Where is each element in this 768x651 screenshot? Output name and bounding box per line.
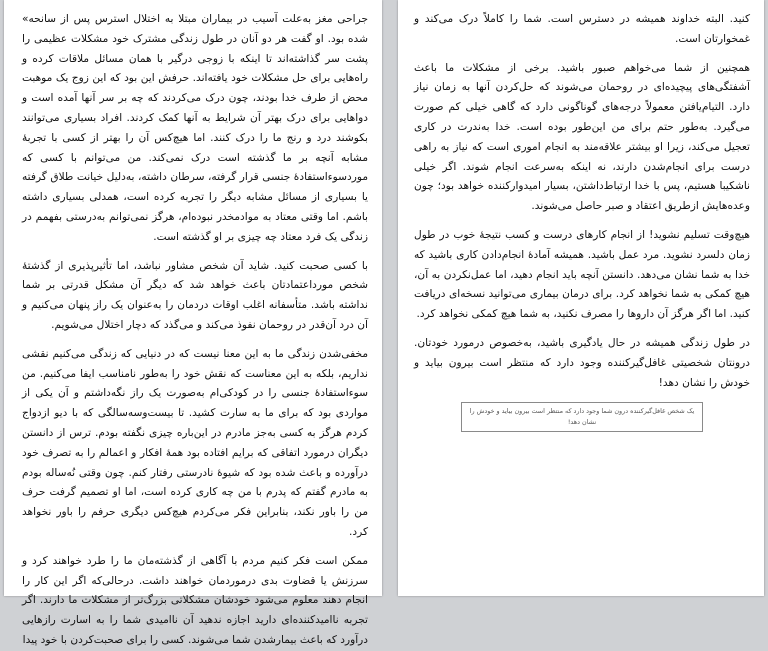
left-page-text <box>22 10 368 651</box>
right-paragraph-2: همچنین از شما می‌خواهم صبور باشید. برخی از مشکلات ما باعث آشفتگی‌های پیچیده‌ای در روحمان می‌شوند که حل‌کردن آنها به زمان نیاز دارد. التیام‌یافتن معمولاً درجه‌های گوناگونی دارد که گاهی خیلی کم صورت می‌گیرد. به‌طور حتم برای من این‌طور بوده است. خدا به‌ندرت در کاری تعجیل می‌کند، زیرا او بیشتر علاقه‌مند به انجام اموری است که نیاز به راهی درست برای انجام‌شدن دارند، نه اینکه به‌سرعت انجام شوند. اگر خیلی ناشکیبا هستیم، پس با خدا ارتباط‌داشتن، بسیار امیدوارکننده خواهد بود؛ چون وعده‌هایش ازطریق اعتقاد و صبر حاصل می‌شوند. <box>414 61 750 213</box>
right-page <box>398 0 764 596</box>
left-paragraph-1: جراحی مغز به‌علت آسیب در بیماران مبتلا به اختلال استرس پس از سانحه» شده بود. او گفت هر دو آنان در طول زندگی مشترک خود مشکلات عظیمی را پشت سر گذاشته‌اند تا اینکه با زوجی درگیر با همان مسائل ملاقات کرده و راه‌هایی برای حل مشکلات خود یافته‌اند. حرفش این بود که این زوج یک موهبت محض از طرف خدا بودند، چون درک می‌کردند که چه بر سر آنها آمده است و دواهایی برای درک بهتر آن شرایط به آنها کمک کردند. افراد بسیاری می‌توانند بکوشند درد و رنج ما را درک کنند. اما هیچ‌کس آن را بهتر از کسی با تجربهٔ مشابه آنچه بر ما گذشته است درک نمی‌کند. من می‌توانم با کسی که موردسوءاستفادهٔ جنسی قرار گرفته، سرطان داشته، به‌دلیل خیانت طلاق گرفته یا بسیاری از مسائل مشابه دیگر را تجربه کرده است، همدلی بسیاری داشته باشم. اما وقتی معتاد به موادمخدر نبوده‌ام، هرگز نمی‌توانم به‌درستی بفهمم در زندگی یک فرد معتاد چه چیزی بر او گذشته است. <box>22 13 368 243</box>
right-page-text <box>414 10 750 393</box>
left-paragraph-2: با کسی صحبت کنید. شاید آن شخص مشاور نباشد، اما تأثیرپذیری از گذشتهٔ شخص مورداعتمادتان باعث خواهد شد که دیگر آن مشکل قدرتی بر شما نداشته باشد. متأسفانه اغلب اوقات دردمان را به‌عنوان یک راز پنهان می‌کنیم و آن درد آن‌قدر در روحمان نفوذ می‌کند و می‌گذد که دچار اختلال می‌شویم. <box>22 259 368 331</box>
left-paragraph-4: ممکن است فکر کنیم مردم با آگاهی از گذشته‌مان ما را طرد خواهند کرد و سرزنش یا قضاوت بدی درموردمان خواهند داشت. درحالی‌که اگر این کار را انجام دهند معلوم می‌شود خودشان مشکلاتی بزرگ‌تر از مشکلات ما دارند. اگر تجربه ناامیدکننده‌ای دارید اجازه ندهید آن ناامیدی شما را به اسارت رازهایی درآورد که باعث بیمارشدن شما می‌شوند. کسی را برای صحبت‌کردن با خود پیدا <box>22 554 368 646</box>
left-page <box>4 0 382 646</box>
right-paragraph-3: هیچ‌وقت تسلیم نشوید! از انجام کارهای درست و کسب نتیجهٔ خوب در طول زمان دلسرد نشوید. مرد عمل باشید. همیشه آمادهٔ انجام‌دادن کاری باشید که خدا به شما نشان می‌دهد. دانستن آنچه باید انجام دهید، اما عمل‌نکردن به آن، هیچ کمکی به شما نخواهد کرد. برای درمان بیماری می‌توانید نسخه‌ای دریافت کنید. اما اگر هرگز آن داروها را مصرف نکنید، به شما هیچ کمکی نخواهد کرد. <box>414 228 750 321</box>
pull-quote-box: یک شخص غافل‌گیرکننده درون شما وجود دارد که منتظر است بیرون بیاید و خودش را نشان دهد! <box>461 402 703 432</box>
right-paragraph-4: در طول زندگی همیشه در حال یادگیری باشید، به‌خصوص درمورد خودتان. درونتان شخصیتی غافل‌گیرکننده وجود دارد که منتظر است بیرون بیاید و خودش را نشان دهد! <box>414 336 750 389</box>
left-paragraph-3: مخفی‌شدن زندگی ما به این معنا نیست که در دنیایی که زندگی می‌کنیم نقشی نداریم، بلکه به این معناست که نقش خود را به‌طور نامناسب ایفا می‌کنیم. من سوءاستفادهٔ جنسی را در کودکی‌ام به‌صورت یک راز نگه‌داشتم و آن یکی از مواردی بود که برای ما به سارت کشید. تا بیست‌وسه‌سالگی که با دیو ازدواج کردم هرگز به کسی به‌جز مادرم در این‌باره چیزی نگفته بودم. ترس از دانستن دیگران درمورد اتفاقی که برایم افتاده بود همهٔ افکار و اعمالم را به تصرف خود درآورده و باعث شده بود که شیوهٔ نادرستی رفتار کنم. چون وقتی نُه‌ساله بودم به مادرم گفتم که پدرم با من چه کاری کرده است، اما او تصمیم گرفت حرف من را باور نکند، بنابراین فکر می‌کردم هیچ‌کس دیگری حرفم را باور نخواهد کرد. <box>22 347 368 538</box>
right-paragraph-1: کنید. البته خداوند همیشه در دسترس است. شما را کاملاً درک می‌کند و غمخوارتان است. <box>414 13 750 45</box>
